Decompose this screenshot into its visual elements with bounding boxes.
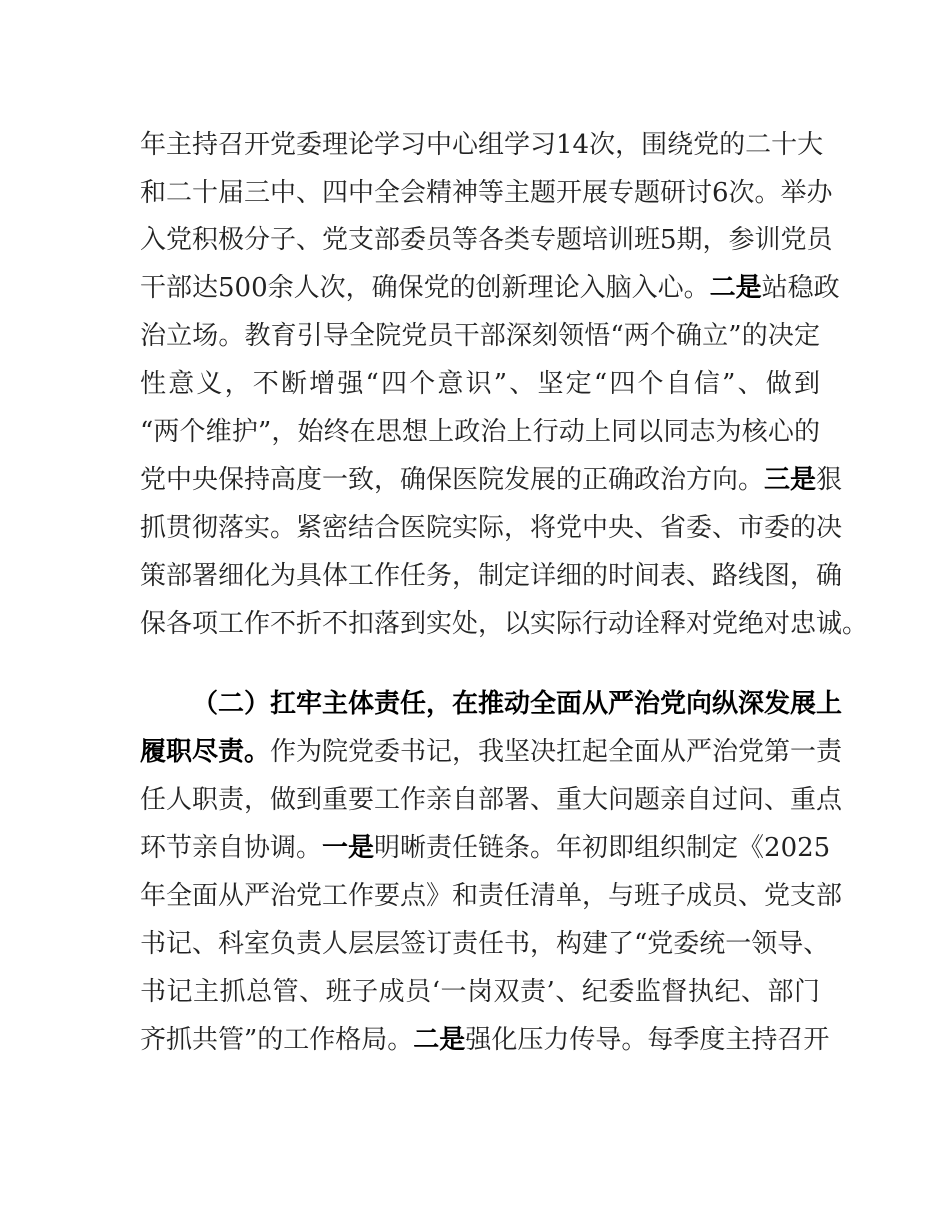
text-run: 明晰责任链条。年初即组织制定《2025 <box>374 833 831 863</box>
text-run: 性意义，不断增强“四个意识”、坚定“四个自信”、做到 <box>140 369 820 399</box>
bold-run: 一是 <box>322 833 375 863</box>
text-line <box>140 268 840 308</box>
text-line <box>140 780 843 820</box>
text-line <box>140 556 843 596</box>
text-line <box>140 924 830 964</box>
bold-run: 二是 <box>413 1025 466 1055</box>
text-run: 环节亲自协调。 <box>140 833 323 863</box>
text-line <box>140 460 843 500</box>
text-line <box>140 732 843 772</box>
text-run: 任人职责，做到重要工作亲自部署、重大问题亲自过问、重点 <box>140 785 843 815</box>
text-run: 书记主抓总管、班子成员‘一岗双责’、纪委监督执纪、部门 <box>140 977 820 1007</box>
text-line <box>140 412 820 452</box>
text-run: 书记、科室负责人层层签订责任书，构建了“党委统一领导、 <box>140 929 830 959</box>
bold-run: 二是 <box>709 273 762 303</box>
text-run: 年主持召开党委理论学习中心组学习14次，围绕党的二十大 <box>140 130 824 160</box>
text-line <box>140 220 833 260</box>
text-run: 和二十届三中、四中全会精神等主题开展专题研讨6次。举办 <box>140 178 833 208</box>
bold-run: 三是 <box>764 465 817 495</box>
text-run: 抓贯彻落实。紧密结合医院实际，将党中央、省委、市委的决 <box>140 513 843 543</box>
text-run: 入党积极分子、党支部委员等各类专题培训班5期，参训党员 <box>140 225 833 255</box>
text-run: 狠 <box>816 465 843 495</box>
text-run: 作为院党委书记，我坚决扛起全面从严治党第一责 <box>270 737 843 767</box>
text-line <box>140 125 824 165</box>
text-run: 齐抓共管”的工作格局。 <box>140 1025 414 1055</box>
text-run: 党中央保持高度一致，确保医院发展的正确政治方向。 <box>140 465 765 495</box>
text-line <box>140 828 831 868</box>
text-run: 策部署细化为具体工作任务，制定详细的时间表、路线图，确 <box>140 561 843 591</box>
text-run: “两个维护”，始终在思想上政治上行动上同以同志为核心的 <box>140 417 820 447</box>
text-line <box>140 508 843 548</box>
section-heading <box>192 684 843 724</box>
bold-run: 履职尽责。 <box>140 737 271 767</box>
text-line <box>140 364 820 404</box>
text-run: 治立场。教育引导全院党员干部深刻领悟“两个确立”的决定 <box>140 321 820 351</box>
text-run: 保各项工作不折不扣落到实处，以实际行动诠释对党绝对忠诚。 <box>140 609 869 639</box>
text-line <box>140 876 843 916</box>
text-run: 强化压力传导。每季度主持召开 <box>465 1025 830 1055</box>
heading-text: （二）扛牢主体责任，在推动全面从严治党向纵深发展上 <box>192 689 843 719</box>
text-line <box>140 604 869 644</box>
text-run: 站稳政 <box>761 273 840 303</box>
text-line <box>140 173 833 213</box>
text-line <box>140 316 820 356</box>
text-run: 干部达500余人次，确保党的创新理论入脑入心。 <box>140 273 710 303</box>
text-line <box>140 1020 830 1060</box>
text-line <box>140 972 820 1012</box>
text-run: 年全面从严治党工作要点》和责任清单，与班子成员、党支部 <box>140 881 843 911</box>
